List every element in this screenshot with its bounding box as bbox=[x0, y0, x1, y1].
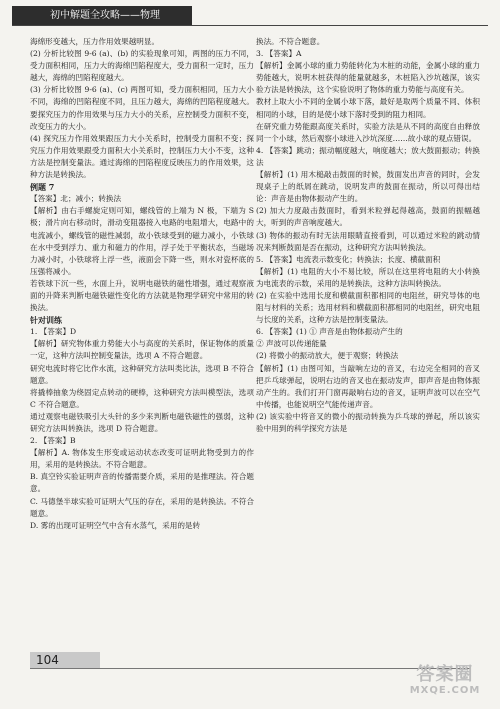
left-column-paragraph: (3) 分析比较图 9-6 (a)、(c) 两图可知，受力面积相同，压力大小不同，海绵的凹陷程度不同，且压力越大，海绵的凹陷程度越大。要探究压力的作用效果与压力大小的关系，应控制受力面积不变，改变压力的大小。 bbox=[30, 85, 254, 131]
left-column-paragraph: 1. 【答案】D bbox=[30, 327, 77, 337]
page-number: 104 bbox=[30, 652, 100, 668]
left-column-paragraph: 若铁球下沉一些，水面上升，说明电磁铁的磁性增强，通过观察液面的升降来判断电磁铁磁性变化的方法就是物理学研究中常用的转换法。 bbox=[30, 278, 254, 313]
right-column-paragraph: 【解析】(1) 电阻的大小不易比较，所以在这里将电阻的大小转换为电流表的示数，采用的是转换法，这种方法叫转换法。 bbox=[256, 266, 480, 288]
left-column-paragraph: D. 雾的出现可证明空气中含有水蒸气，采用的是转 bbox=[30, 520, 201, 530]
right-column-paragraph: (2) 该实验中将音叉的微小的振动转换为乒乓球的弹起，所以该实验中用到的科学探究方法是 bbox=[256, 411, 480, 433]
left-column-paragraph: C. 马德堡半球实验可证明大气压的存在，采用的是转换法。不符合题意。 bbox=[30, 496, 254, 518]
left-column bbox=[30, 36, 254, 532]
right-column-paragraph: 3. 【答案】A bbox=[256, 49, 302, 59]
watermark-line1: 答案圈 bbox=[416, 664, 474, 685]
right-column-paragraph: 在研究重力势能跟高度关系时，实验方法是从不同的高度自由释放同一个小球，然后观察小球进入沙坑深度……故小球的观点错误。 bbox=[256, 121, 480, 143]
right-column-paragraph: ② 声波可以传递能量 bbox=[256, 339, 327, 349]
right-column-paragraph: 5. 【答案】电流表示数变化；转换法；长度、横截面积 bbox=[256, 254, 441, 264]
left-column-paragraph: 针对训练 bbox=[30, 315, 62, 326]
left-column-paragraph: 研究电流时将它比作水流，这种研究方法叫类比法，选项 B 不符合题意。 bbox=[30, 363, 254, 385]
book-header bbox=[12, 6, 192, 26]
right-column-paragraph: 4. 【答案】跳动；振动幅度越大，响度越大；放大鼓面振动；转换法 bbox=[256, 145, 480, 167]
left-column-paragraph: (2) 分析比较图 9-6 (a)、(b) 的实验现象可知，两图的压力不同，受力面积相同，压力大的海绵凹陷程度大，受力面积一定时，压力越大，海绵的凹陷程度越大。 bbox=[30, 49, 254, 83]
right-column-paragraph: 6. 【答案】(1) ① 声音是由物体振动产生的 bbox=[256, 327, 403, 337]
left-column-paragraph: 通过观察电磁铁吸引大头针的多少来判断电磁铁磁性的强弱，这种研究方法叫转换法，选项 D 符合题意。 bbox=[30, 411, 254, 433]
right-column-paragraph: (2) 将微小的振动放大，便于观察；转换法 bbox=[256, 351, 399, 361]
watermark-line2: MXQE.COM bbox=[409, 685, 481, 696]
left-column-paragraph: 海绵形变越大，压力作用效果越明显。 bbox=[30, 37, 160, 46]
right-column-paragraph: 教材上取大小不同的金属小球下落，最好是取两个质量不同、体积相同的小球，目的是使小球下落时受到的阻力相同。 bbox=[256, 97, 480, 119]
right-column-paragraph: (3) 物体的振动有时无法用眼睛直接看到，可以通过米粒的跳动情况来判断鼓面是否在振动，这种研究方法叫转换法。 bbox=[256, 230, 480, 252]
left-column-paragraph: 【解析】A. 物体发生形变或运动状态改变可证明此物受到力的作用，采用的是转换法。不符合题意。 bbox=[30, 448, 254, 470]
right-column-paragraph: (2) 在实验中选用长度和横截面积都相同的电阻丝，研究导体的电阻与材料的关系；选用材料和横截面积都相同的电阻丝，研究电阻与长度的关系，这种方法是控制变量法。 bbox=[256, 290, 480, 325]
right-column-paragraph: (2) 加大力度敲击鼓面时，看到米粒弹起得越高，鼓面的振幅越大，听到的声音响度越大。 bbox=[256, 206, 480, 228]
left-column-paragraph: 【答案】北；减小；转换法 bbox=[30, 194, 122, 204]
left-column-paragraph: 将撬棒抽象为绕固定点转动的硬棒，这种研究方法叫模型法，选项 C 不符合题意。 bbox=[30, 387, 254, 409]
left-column-paragraph: 2. 【答案】B bbox=[30, 436, 76, 446]
right-column-paragraph: 【解析】(1) 由图可知，当敲响左边的音叉，右边完全相同的音叉把乒乓球弹起，说明右边的音叉也在振动发声，即声音是由物体振动产生的。我们打开门窗再敲响右边的音叉，证明声波可以在空气中传播，也能说明空气能传递声音。 bbox=[256, 363, 480, 409]
header-divider bbox=[12, 25, 488, 26]
right-column-paragraph: 【解析】金属小球的重力势能转化为木桩的动能，金属小球的重力势能越大，说明木桩获得的能量就越多，木桩陷入沙坑越深，该实验方法是转换法，这个实验说明了物体的重力势能与高度有关。 bbox=[256, 61, 480, 95]
left-column-paragraph: 【解析】研究物体重力势能大小与高度的关系时，保证物体的质量一定，这种方法叫控制变量法，选项 A 不符合题意。 bbox=[30, 339, 254, 361]
left-column-paragraph: B. 真空铃实验证明声音的传播需要介质，采用的是推理法。符合题意。 bbox=[30, 472, 254, 494]
left-column-paragraph: 【解析】由右手螺旋定则可知，螺线管的上端为 N 极，下端为 S 极；滑片向右移动时，滑动变阻器接入电路的电阻增大，电路中的电流减小，螺线管的磁性减弱，故小铁球受到的磁力减小，小铁球在水中受到浮力、重力和磁力的作用，浮子处于平衡状态，当磁场力减小时，小铁球将上浮一些，液面会下降一些，则水对瓷杯底的压强将减小。 bbox=[30, 206, 254, 276]
book-header-title: 初中解题全攻略——物理 bbox=[50, 10, 160, 21]
left-column-paragraph: (4) 探究压力作用效果跟压力大小关系时，控制受力面积不变；探究压力作用效果跟受力面积大小关系时，控制压力大小不变，这种方法是控制变量法。通过海绵的凹陷程度反映压力的作用效果，这种方法是转换法。 bbox=[30, 133, 254, 180]
right-column-paragraph: 【解析】(1) 用木槌敲击鼓面的时候，鼓面发出声音的同时，会发现桌子上的纸屑在跳动，说明发声的鼓面在振动，所以可得出结论：声音是由物体振动产生的。 bbox=[256, 170, 480, 204]
site-watermark bbox=[404, 665, 486, 701]
right-column-paragraph: 换法。不符合题意。 bbox=[256, 37, 325, 46]
left-column-paragraph: 例题 7 bbox=[30, 182, 55, 193]
right-column bbox=[256, 36, 480, 435]
